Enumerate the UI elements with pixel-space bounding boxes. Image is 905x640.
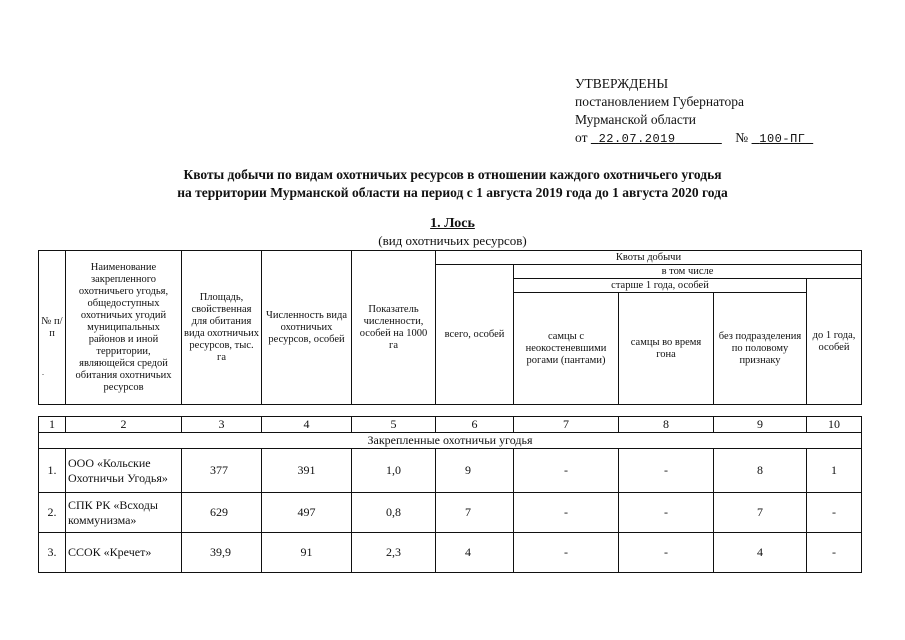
header-total: всего, особей bbox=[436, 265, 514, 405]
row-males-antlers: - bbox=[514, 449, 619, 493]
row-density: 2,3 bbox=[352, 533, 436, 573]
section-label: Закрепленные охотничьи угодья bbox=[39, 433, 862, 449]
row-no-sex: 8 bbox=[714, 449, 807, 493]
quota-table bbox=[38, 416, 862, 573]
approval-date: 22.07.2019 bbox=[598, 132, 676, 146]
row-total: 4 bbox=[436, 533, 514, 573]
column-number: 6 bbox=[436, 417, 514, 433]
row-total: 9 bbox=[436, 449, 514, 493]
row-area: 39,9 bbox=[182, 533, 262, 573]
header-older: старше 1 года, особей bbox=[514, 279, 807, 293]
column-number: 9 bbox=[714, 417, 807, 433]
species-name: 1. Лось bbox=[430, 216, 475, 231]
species-caption: (вид охотничьих ресурсов) bbox=[378, 233, 527, 248]
row-males-antlers: - bbox=[514, 533, 619, 573]
approval-number: 100-ПГ bbox=[759, 132, 806, 146]
quota-header-table bbox=[38, 250, 862, 405]
row-num: 1. bbox=[39, 449, 66, 493]
title-line-2: на территории Мурманской области на период с 1 августа 2019 года до 1 августа 2020 года bbox=[177, 185, 728, 200]
row-area: 377 bbox=[182, 449, 262, 493]
row-males-antlers: - bbox=[514, 493, 619, 533]
row-count: 91 bbox=[262, 533, 352, 573]
row-males-rut: - bbox=[619, 533, 714, 573]
row-name: ООО «Кольские Охотничьи Угодья» bbox=[66, 449, 182, 493]
row-under1: - bbox=[807, 533, 862, 573]
row-under1: 1 bbox=[807, 449, 862, 493]
row-density: 0,8 bbox=[352, 493, 436, 533]
header-area: Площадь, свойственная для обитания вида охотничьих ресурсов, тыс. га bbox=[182, 251, 262, 405]
table-row bbox=[39, 449, 862, 493]
row-count: 391 bbox=[262, 449, 352, 493]
approval-date-line bbox=[575, 129, 813, 148]
column-numbers-row bbox=[39, 417, 862, 433]
column-number: 10 bbox=[807, 417, 862, 433]
column-number: 4 bbox=[262, 417, 352, 433]
header-num: № п/п bbox=[39, 251, 66, 405]
row-males-rut: - bbox=[619, 493, 714, 533]
header-under1: до 1 года, особей bbox=[807, 279, 862, 405]
row-no-sex: 4 bbox=[714, 533, 807, 573]
row-males-rut: - bbox=[619, 449, 714, 493]
row-num: 3. bbox=[39, 533, 66, 573]
column-number: 8 bbox=[619, 417, 714, 433]
number-prefix: № bbox=[735, 130, 749, 145]
column-number: 3 bbox=[182, 417, 262, 433]
section-row bbox=[39, 433, 862, 449]
row-no-sex: 7 bbox=[714, 493, 807, 533]
header-count: Численность вида охотничьих ресурсов, особей bbox=[262, 251, 352, 405]
row-name: СПК РК «Всходы коммунизма» bbox=[66, 493, 182, 533]
column-number: 2 bbox=[66, 417, 182, 433]
header-no-sex: без подразделения по половому признаку bbox=[714, 293, 807, 405]
scan-mark: . bbox=[42, 368, 44, 377]
row-name: ССОК «Кречет» bbox=[66, 533, 182, 573]
approval-block bbox=[575, 75, 813, 148]
title-line-1: Квоты добычи по видам охотничьих ресурсов в отношении каждого охотничьего угодья bbox=[183, 167, 722, 182]
approval-line-2: постановлением Губернатора bbox=[575, 94, 744, 109]
row-under1: - bbox=[807, 493, 862, 533]
table-row bbox=[39, 493, 862, 533]
header-density: Показатель численности, особей на 1000 га bbox=[352, 251, 436, 405]
column-number: 5 bbox=[352, 417, 436, 433]
document-title bbox=[0, 166, 905, 202]
row-area: 629 bbox=[182, 493, 262, 533]
row-density: 1,0 bbox=[352, 449, 436, 493]
header-including: в том числе bbox=[514, 265, 862, 279]
row-num: 2. bbox=[39, 493, 66, 533]
header-males-rut: самцы во время гона bbox=[619, 293, 714, 405]
column-number: 7 bbox=[514, 417, 619, 433]
approval-title: УТВЕРЖДЕНЫ bbox=[575, 76, 669, 91]
approval-line-3: Мурманской области bbox=[575, 112, 696, 127]
date-prefix: от bbox=[575, 130, 588, 145]
column-number: 1 bbox=[39, 417, 66, 433]
row-total: 7 bbox=[436, 493, 514, 533]
table-row bbox=[39, 533, 862, 573]
header-quotas: Квоты добычи bbox=[436, 251, 862, 265]
row-count: 497 bbox=[262, 493, 352, 533]
header-males-antlers: самцы с неокостеневшими рогами (пантами) bbox=[514, 293, 619, 405]
header-name: Наименование закрепленного охотничьего угодья, общедоступных охотничьих угодий муниципальных районов и иной территории, являющейся средой обитания охотничьих ресурсов bbox=[66, 251, 182, 405]
